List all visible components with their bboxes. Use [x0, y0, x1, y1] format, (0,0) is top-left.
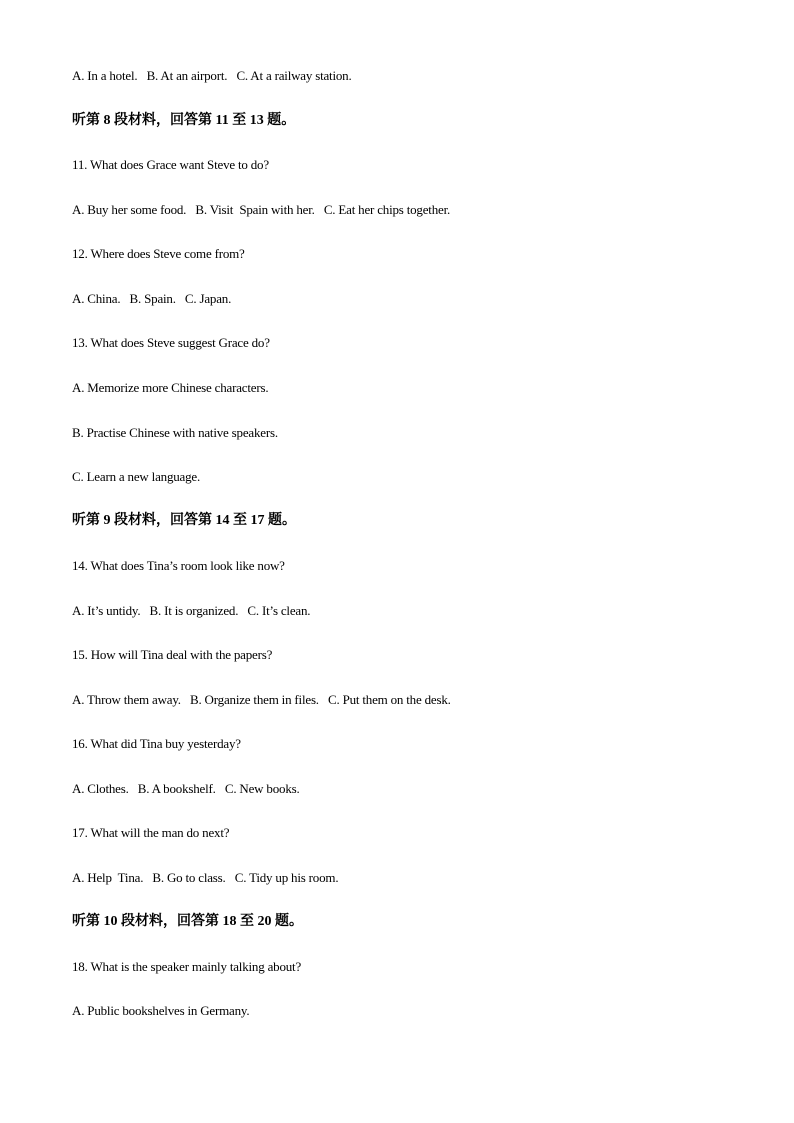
q11-options: A. Buy her some food. B. Visit Spain with her. C. Eat her chips together. — [72, 202, 451, 217]
section-heading-8: 听第 8 段材料，回答第 11 至 13 题。 — [72, 113, 296, 128]
question-12: 12. Where does Steve come from? — [72, 246, 245, 261]
question-17: 17. What will the man do next? — [72, 825, 230, 840]
q13-option-b: B. Practise Chinese with native speakers. — [72, 425, 278, 440]
question-13: 13. What does Steve suggest Grace do? — [72, 335, 270, 350]
question-15: 15. How will Tina deal with the papers? — [72, 647, 273, 662]
q13-option-c: C. Learn a new language. — [72, 469, 201, 484]
q13-option-a: A. Memorize more Chinese characters. — [72, 380, 269, 395]
q16-options: A. Clothes. B. A bookshelf. C. New books. — [72, 781, 300, 796]
question-14: 14. What does Tina’s room look like now? — [72, 558, 285, 573]
q15-options: A. Throw them away. B. Organize them in files. C. Put them on the desk. — [72, 692, 451, 707]
q10-options: A. In a hotel. B. At an airport. C. At a railway station. — [72, 68, 352, 83]
q17-options: A. Help Tina. B. Go to class. C. Tidy up his room. — [72, 870, 339, 885]
q18-option-a: A. Public bookshelves in Germany. — [72, 1003, 250, 1018]
question-18: 18. What is the speaker mainly talking about? — [72, 959, 302, 974]
q12-options: A. China. B. Spain. C. Japan. — [72, 291, 232, 306]
section-heading-9: 听第 9 段材料，回答第 14 至 17 题。 — [72, 513, 296, 528]
question-16: 16. What did Tina buy yesterday? — [72, 736, 241, 751]
section-heading-10: 听第 10 段材料，回答第 18 至 20 题。 — [72, 914, 303, 929]
question-11: 11. What does Grace want Steve to do? — [72, 157, 269, 172]
q14-options: A. It’s untidy. B. It is organized. C. It’s clean. — [72, 603, 311, 618]
